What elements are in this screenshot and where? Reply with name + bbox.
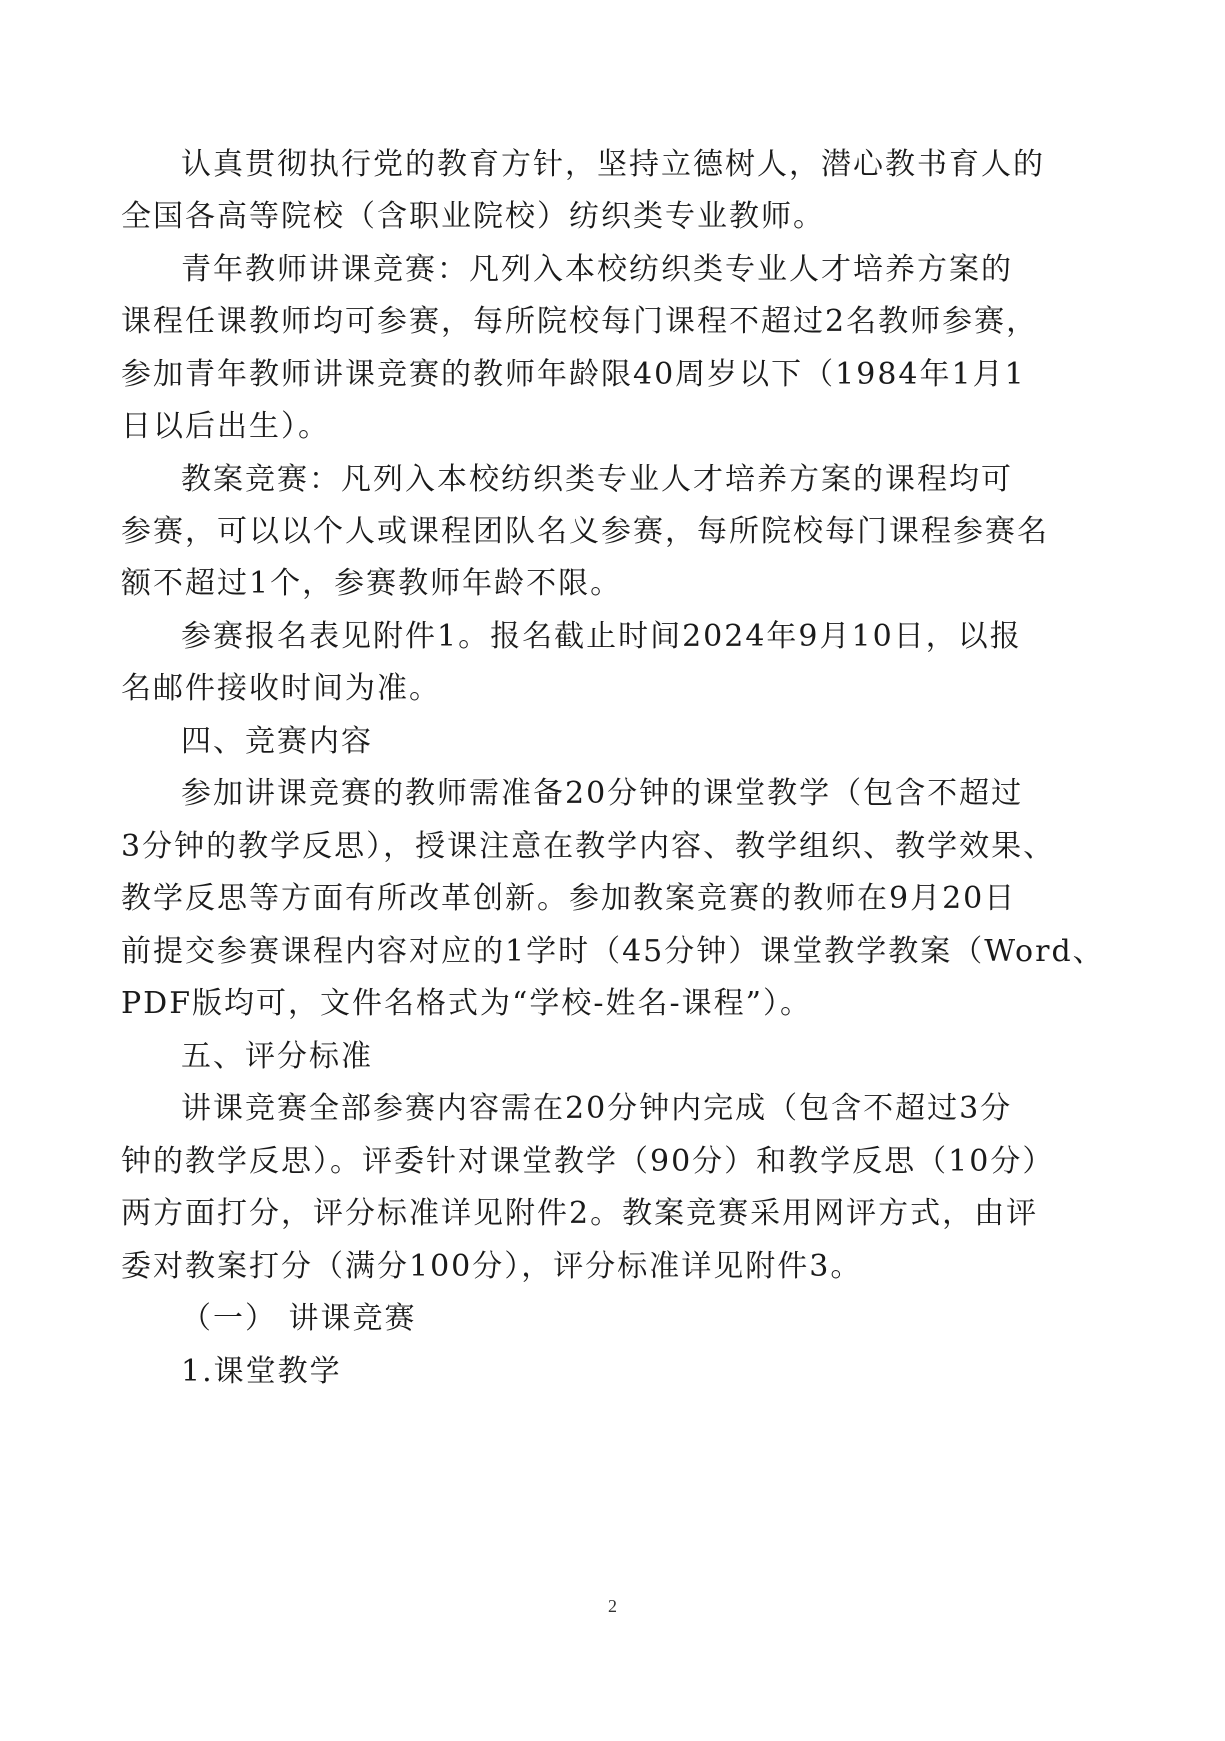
- paragraph-line: 两方面打分，评分标准详见附件2。教案竞赛采用网评方式，由评: [121, 1196, 1039, 1231]
- paragraph-line: PDF版均可，文件名格式为“学校-姓名-课程”）。: [121, 986, 813, 1021]
- paragraph-line: 委对教案打分（满分100分），评分标准详见附件3。: [121, 1249, 863, 1284]
- subsection-heading: 1.课堂教学: [181, 1354, 342, 1389]
- paragraph-line: 前提交参赛课程内容对应的1学时（45分钟）课堂教学教案（Word、: [121, 934, 1105, 969]
- paragraph-line: 额不超过1个，参赛教师年龄不限。: [121, 566, 623, 601]
- paragraph-line: 参赛，可以以个人或课程团队名义参赛，每所院校每门课程参赛名: [121, 514, 1049, 549]
- paragraph-line: 名邮件接收时间为准。: [121, 671, 441, 706]
- section-heading: 五、评分标准: [181, 1039, 373, 1074]
- subsection-heading: （一） 讲课竞赛: [181, 1301, 417, 1336]
- paragraph-line: 教案竞赛：凡列入本校纺织类专业人才培养方案的课程均可: [181, 462, 1013, 497]
- paragraph-line: 钟的教学反思）。评委针对课堂教学（90分）和教学反思（10分）: [121, 1144, 1055, 1179]
- paragraph-line: 认真贯彻执行党的教育方针，坚持立德树人，潜心教书育人的: [181, 147, 1045, 182]
- paragraph-line: 全国各高等院校（含职业院校）纺织类专业教师。: [121, 199, 825, 234]
- paragraph-line: 青年教师讲课竞赛：凡列入本校纺织类专业人才培养方案的: [181, 252, 1013, 287]
- paragraph-line: 日以后出生）。: [121, 409, 330, 444]
- paragraph-line: 教学反思等方面有所改革创新。参加教案竞赛的教师在9月20日: [121, 881, 1017, 916]
- paragraph-line: 3分钟的教学反思），授课注意在教学内容、教学组织、教学效果、: [121, 829, 1056, 864]
- paragraph-line: 参加讲课竞赛的教师需准备20分钟的课堂教学（包含不超过: [181, 776, 1024, 811]
- paragraph-line: 课程任课教师均可参赛，每所院校每门课程不超过2名教师参赛，: [121, 304, 1039, 339]
- paragraph-line: 讲课竞赛全部参赛内容需在20分钟内完成（包含不超过3分: [181, 1091, 1013, 1126]
- paragraph-line: 参加青年教师讲课竞赛的教师年龄限40周岁以下（1984年1月1: [121, 357, 1026, 392]
- paragraph-line: 参赛报名表见附件1。报名截止时间2024年9月10日，以报: [181, 619, 1022, 654]
- section-heading: 四、竞赛内容: [181, 724, 373, 759]
- page-number: 2: [608, 1596, 617, 1616]
